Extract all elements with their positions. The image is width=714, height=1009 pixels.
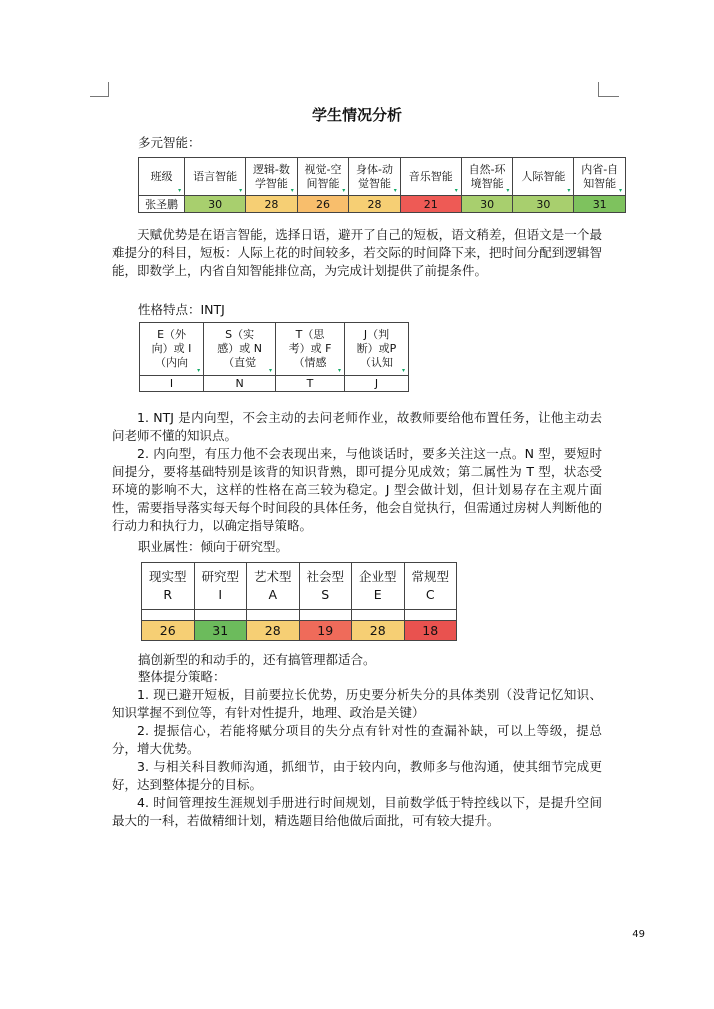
filter-dropdown-icon[interactable]: ▾ — [239, 187, 243, 194]
strategy-item-1: 1. 现已避开短板，目前要拉长优势，历史要分析失分的具体类别（没背记忆知识、知识掌握不到位等，有针对性提升，地理、政治是关键） — [112, 687, 602, 720]
mi-header-cell — [400, 158, 461, 196]
header-line: 艺术型 — [253, 569, 292, 584]
mi-header-cell — [297, 158, 349, 196]
header-line: 人际智能 — [521, 169, 566, 183]
career-header-cell — [194, 563, 247, 610]
header-line: 自然-环 — [468, 162, 506, 176]
career-spacer-cell — [404, 610, 457, 621]
header-line: C — [425, 587, 435, 602]
header-line: 班级 — [150, 169, 173, 183]
career-score-cell: 28 — [352, 621, 405, 641]
header-line: S — [321, 587, 330, 602]
personality-header-cell — [204, 323, 276, 376]
mi-header-cell — [513, 158, 574, 196]
career-score-cell: 19 — [299, 621, 352, 641]
crop-mark-top-right — [598, 82, 619, 97]
header-line: 内省-自 — [581, 162, 619, 176]
filter-dropdown-icon[interactable]: ▾ — [269, 367, 273, 374]
mi-header-cell — [246, 158, 298, 196]
point-2: 2. 内向型，有压力他不会表现出来，与他谈话时，要多关注这一点。N 型，要短时间提分，要将基础特别是该背的知识背熟，即可提分见成效；第二属性为 T 型，状态受环境的影响不大，这样的性格在高三较为稳定。J 型会做计划，但计划易存在主观片面性，需要指导落实每天每个时间段的具体任务，他会自觉执行，但需通过房树人判断他的行动力和执行力，以确定指导策略。 — [112, 446, 602, 533]
strategy-label: 整体提分策略： — [138, 669, 226, 684]
filter-dropdown-icon[interactable]: ▾ — [567, 187, 571, 194]
header-line: 身体-动 — [356, 162, 393, 176]
header-line: 研究型 — [201, 569, 239, 584]
header-line: 觉智能 — [358, 176, 391, 190]
mi-score-cell: 30 — [513, 196, 574, 213]
mi-score-cell: 26 — [297, 196, 349, 213]
career-score-cell: 18 — [404, 621, 457, 641]
mi-header-cell — [461, 158, 513, 196]
career-spacer-cell — [194, 610, 247, 621]
mi-score-cell: 28 — [246, 196, 298, 213]
header-line: 感）或 N — [217, 342, 262, 355]
strategy-item-2: 2. 提振信心，若能将赋分项目的失分点有针对性的查漏补缺，可以上等级，提总分，增大优势。 — [112, 723, 602, 756]
career-header-cell — [352, 563, 405, 610]
mi-header-cell — [349, 158, 401, 196]
header-line: （直觉 — [223, 356, 257, 369]
personality-table — [139, 322, 409, 392]
career-table — [141, 562, 457, 641]
filter-dropdown-icon[interactable]: ▾ — [618, 187, 622, 194]
career-spacer-cell — [299, 610, 352, 621]
header-line: A — [268, 587, 278, 602]
personality-header-cell — [140, 323, 204, 376]
header-line: （情感 — [293, 356, 327, 369]
personality-value-cell: T — [276, 376, 345, 392]
header-line: 断）或P — [356, 342, 397, 355]
mi-score-cell: 30 — [461, 196, 513, 213]
strategy-item-4: 4. 时间管理按生涯规划手册进行时间规划，目前数学低于特控线以下，是提升空间最大的一科，若做精细计划，精选题目给他做后面批，可有较大提升。 — [112, 795, 602, 828]
header-line: 间智能 — [306, 176, 340, 190]
header-line: 音乐智能 — [408, 169, 453, 183]
mi-score-cell: 30 — [185, 196, 246, 213]
personality-header-cell — [345, 323, 409, 376]
header-line: S（实 — [225, 328, 255, 341]
header-line: 视觉-空 — [304, 162, 342, 176]
header-line: I — [218, 587, 223, 602]
mi-header-cell — [574, 158, 626, 196]
header-line: J（判 — [363, 328, 390, 341]
multiple-intelligences-table — [138, 157, 626, 213]
header-line: 知智能 — [583, 176, 617, 190]
career-header-cell — [247, 563, 300, 610]
career-header-cell — [404, 563, 457, 610]
header-line: 语言智能 — [193, 169, 238, 183]
header-line: R — [163, 587, 173, 602]
personality-label: 性格特点：INTJ — [138, 302, 225, 317]
career-spacer-cell — [352, 610, 405, 621]
personality-value-cell: J — [345, 376, 409, 392]
mi-score-cell: 31 — [574, 196, 626, 213]
mi-header-cell — [185, 158, 246, 196]
header-line: 考）或 F — [288, 342, 332, 355]
filter-dropdown-icon[interactable]: ▾ — [178, 187, 182, 194]
mi-label: 多元智能： — [138, 135, 201, 150]
header-line: T（思 — [295, 328, 325, 341]
header-line: 向）或 I — [151, 342, 192, 355]
header-line: （认知 — [360, 356, 393, 369]
header-line: 企业型 — [358, 569, 397, 584]
career-score-cell: 31 — [194, 621, 247, 641]
career-score-cell: 26 — [142, 621, 195, 641]
personality-header-cell — [276, 323, 345, 376]
filter-dropdown-icon[interactable]: ▾ — [454, 187, 458, 194]
personality-value-cell: I — [140, 376, 204, 392]
page-title: 学生情况分析 — [311, 106, 402, 124]
filter-dropdown-icon[interactable]: ▾ — [290, 187, 294, 194]
header-line: 常规型 — [411, 569, 449, 584]
career-label: 职业属性：倾向于研究型。 — [138, 539, 289, 554]
career-score-cell: 28 — [247, 621, 300, 641]
student-name-cell: 张圣鹏 — [139, 196, 185, 213]
crop-mark-top-left — [90, 82, 109, 97]
header-line: E（外 — [157, 328, 187, 341]
header-line: （内向 — [155, 356, 189, 369]
point-1: 1. NTJ 是内向型，不会主动的去问老师作业，故教师要给他布置任务，让他主动去问老师不懂的知识点。 — [112, 410, 602, 443]
career-spacer-cell — [142, 610, 195, 621]
strategy-item-3: 3. 与相关科目教师沟通，抓细节，由于较内向，教师多与他沟通，使其细节完成更好，达到整体提分的目标。 — [112, 759, 602, 792]
filter-dropdown-icon[interactable]: ▾ — [197, 367, 201, 374]
header-line: E — [373, 587, 382, 602]
career-spacer-cell — [247, 610, 300, 621]
filter-dropdown-icon[interactable]: ▾ — [338, 367, 342, 374]
header-line: 逻辑-数 — [252, 162, 290, 176]
mi-score-cell: 21 — [400, 196, 461, 213]
career-note: 搞创新型的和动手的，还有搞管理都适合。 — [138, 652, 376, 667]
filter-dropdown-icon[interactable]: ▾ — [342, 187, 346, 194]
mi-score-cell: 28 — [349, 196, 401, 213]
page-number: 49 — [632, 929, 645, 940]
header-line: 现实型 — [148, 569, 187, 584]
analysis-paragraph: 天赋优势是在语言智能，选择日语，避开了自己的短板，语文稍差，但语文是一个最难提分的科目，短板：人际上花的时间较多，若交际的时间降下来，把时间分配到逻辑智能，即数学上，内省自知智能排位高，为完成计划提供了前提条件。 — [112, 227, 602, 278]
filter-dropdown-icon[interactable]: ▾ — [506, 187, 510, 194]
career-header-cell — [299, 563, 352, 610]
filter-dropdown-icon[interactable]: ▾ — [393, 187, 397, 194]
header-line: 社会型 — [306, 569, 344, 584]
header-line: 学智能 — [254, 176, 288, 190]
filter-dropdown-icon[interactable]: ▾ — [401, 367, 405, 374]
career-header-cell — [142, 563, 195, 610]
header-line: 境智能 — [470, 176, 504, 190]
personality-value-cell: N — [204, 376, 276, 392]
mi-header-cell — [139, 158, 185, 196]
